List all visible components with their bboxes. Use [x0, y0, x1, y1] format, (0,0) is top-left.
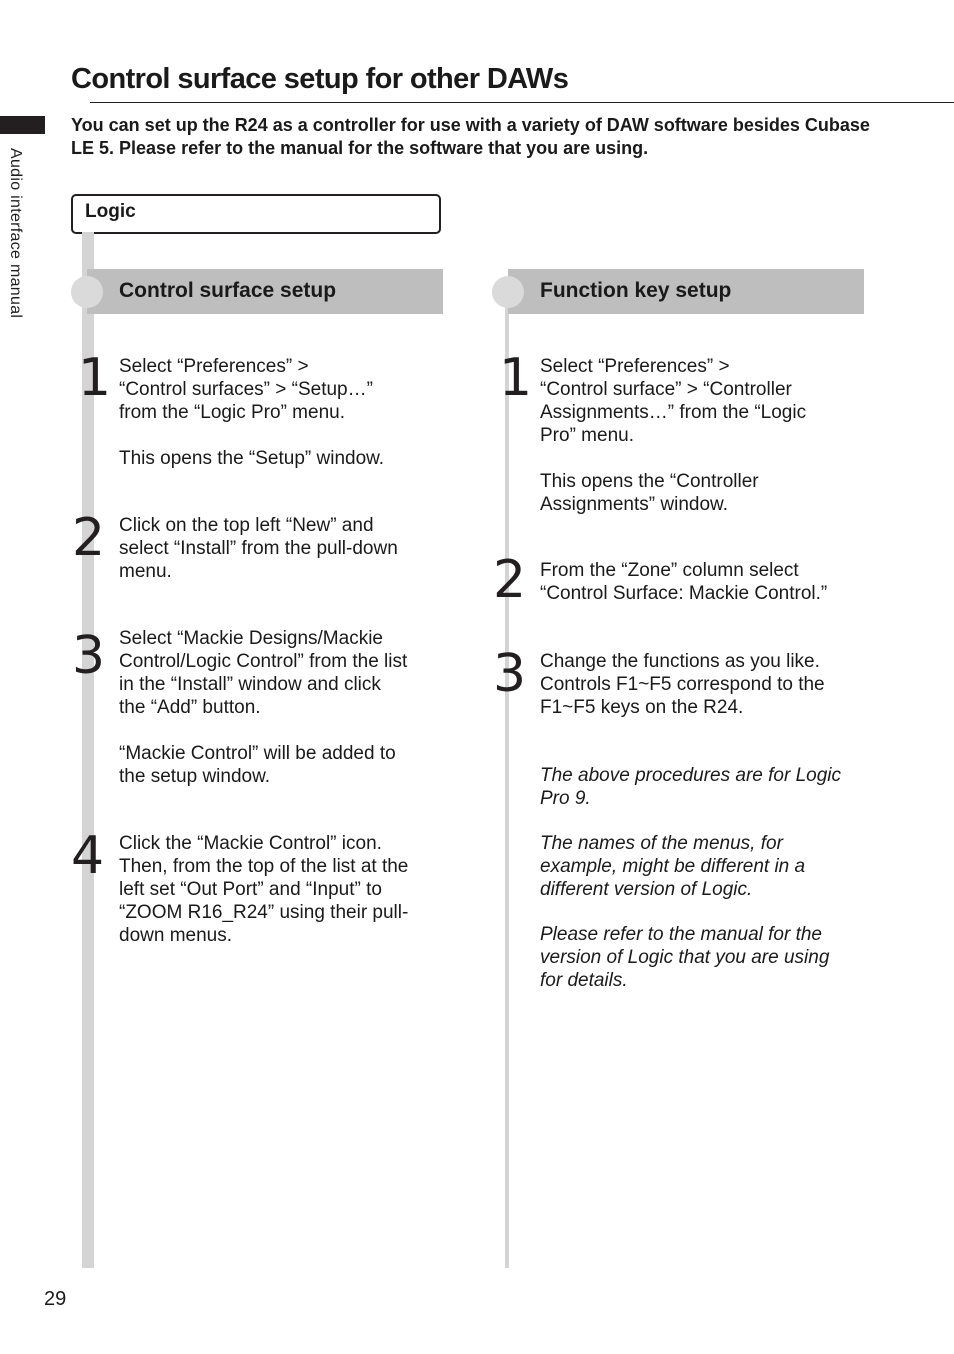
step-text: Select “Preferences” > “Control surface” > “Controller Assignments…” from the “Logic Pro” menu. This opens the “Controller Assignments” window.: [540, 356, 807, 515]
step-number: 3: [72, 626, 106, 686]
section-title: Control surface setup: [119, 279, 337, 302]
step-text: Change the functions as you like. Controls F1~F5 correspond to the F1~F5 keys on the R24.: [540, 651, 825, 718]
step-number: 2: [72, 508, 106, 568]
step-number: 1: [78, 348, 112, 408]
step-number: 1: [499, 348, 533, 408]
step-number: 4: [71, 826, 105, 886]
step-text: Select “Mackie Designs/Mackie Control/Logic Control” from the list in the “Install” window and click the “Add” button. “Mackie Control” will be added to the setup window.: [119, 628, 408, 787]
step-text: From the “Zone” column select “Control Surface: Mackie Control.”: [540, 560, 828, 604]
page-number: 29: [44, 1288, 67, 1310]
title-rule: [90, 102, 954, 103]
note-text: The above procedures are for Logic Pro 9.: [540, 765, 842, 809]
side-label: Audio interface manual: [7, 148, 24, 319]
step-number: 3: [493, 644, 527, 704]
page-title: Control surface setup for other DAWs: [71, 63, 569, 95]
right-column-bar: [505, 300, 509, 1268]
daw-name: Logic: [85, 201, 136, 222]
note-text: The names of the menus, for example, might be different in a different version of Logic.: [540, 833, 806, 900]
section-bullet-icon: [492, 276, 524, 308]
step-text: Select “Preferences” > “Control surfaces” > “Setup…” from the “Logic Pro” menu. This opens the “Setup” window.: [119, 356, 385, 469]
daw-label-box: [71, 194, 441, 234]
side-tab-marker: [0, 116, 45, 134]
section-title: Function key setup: [540, 279, 732, 302]
step-number: 2: [493, 550, 527, 610]
intro-text: You can set up the R24 as a controller for use with a variety of DAW software besides Cubase LE 5. Please refer to the manual for the software that you are using.: [71, 115, 870, 158]
step-text: Click the “Mackie Control” icon. Then, from the top of the list at the left set “Out Port” and “Input” to “ZOOM R16_R24” using their pull- down menus.: [119, 833, 409, 946]
note-text: Please refer to the manual for the version of Logic that you are using for details.: [540, 924, 830, 991]
section-header-function-key: [508, 269, 864, 314]
step-text: Click on the top left “New” and select “Install” from the pull-down menu.: [119, 515, 398, 582]
section-header-control-surface: [87, 269, 443, 314]
section-bullet-icon: [71, 276, 103, 308]
